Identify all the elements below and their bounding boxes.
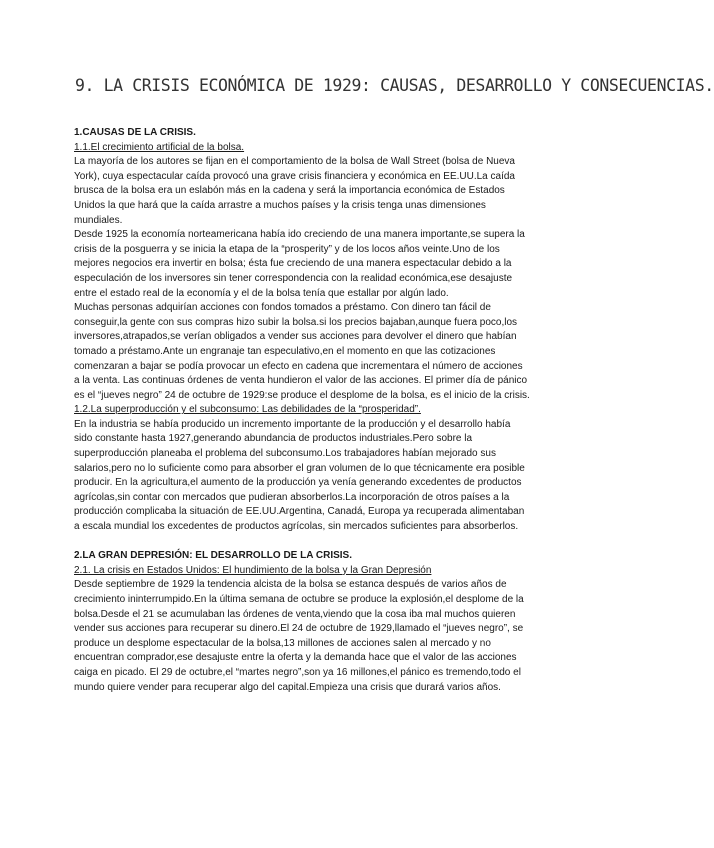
subsection-heading: 1.1.El crecimiento artificial de la bolsa. (74, 141, 245, 153)
section-heading: 1.CAUSAS DE LA CRISIS. (74, 127, 196, 138)
section-spacer (74, 535, 530, 550)
paragraph: Muchas personas adquirían acciones con fondos tomados a préstamo. Con dinero tan fácil de conseguir,la gente con sus compras hizo subir la bolsa.si los precios bajaban,aunque fuera poco,los inversores,atrapados,se verían obligados a vender sus acciones para devolver el dinero que habían tomado a préstamo.Ante un engranaje tan especulativo,en el momento en que las cotizaciones comenzaran a bajar se podía provocar un efecto en cadena que incrementara el número de acciones a la venta. Las continuas órdenes de venta hundieron el valor de las acciones. El primer día de pánico es el “jueves negro” 24 de octubre de 1929:se produce el desplome de la bolsa, es el inicio de la crisis. (74, 302, 530, 401)
paragraph: Desde 1925 la economía norteamericana había ido creciendo de una manera importante,se supera la crisis de la posguerra y se inicia la etapa de la “prosperity” y de los locos años veinte.Uno de los mejores negocios era invertir en bolsa; ésta fue creciendo de una manera espectacular debido a la especulación de los inversores sin tener correspondencia con la realidad económica,ese desajuste entre el estado real de la economía y el de la bolsa tenía que estallar por algún lado. (74, 229, 525, 299)
paragraph: La mayoría de los autores se fijan en el comportamiento de la bolsa de Wall Street (bolsa de Nueva York), cuya espectacular caída provocó una grave crisis financiera y económica en EE.UU.La caída brusca de la bolsa era un eslabón más en la cadena y será la importancia económica de Estados Unidos la que hará que la caída arrastre a muchos países y la crisis tenga unas dimensiones mundiales. (74, 156, 515, 226)
paragraph: En la industria se había producido un incremento importante de la producción y el desarrollo había sido constante hasta 1927,generando abundancia de productos industriales.Pero sobre la superproducción planeaba el problema del subconsumo.Los trabajadores habían mejorado sus salarios,pero no lo suficiente como para absorber el gran volumen de lo que técnicamente era posible producir. En la agricultura,el aumento de la producción ya venía generando excedentes de productos agrícolas,sin contar con mercados que pudieran absorberlos.La incorporación de otros países a la producción complicaba la situación de EE.UU.Argentina, Canadá, Europa ya recuperada alimentaban a escala mundial los excedentes de productos agrícolas, sin mercados suficientes para absorberlos. (74, 418, 525, 533)
paragraph: Desde septiembre de 1929 la tendencia alcista de la bolsa se estanca después de varios años de crecimiento ininterrumpido.En la última semana de octubre se produce la explosión,el desplome de la bolsa.Desde el 21 se acumulaban las órdenes de venta,viendo que la cosa iba mal muchos quieren vender sus acciones para recuperar su dinero.El 24 de octubre de 1929,llamado el “jueves negro”, se produce un desplome espectacular de la bolsa,13 millones de acciones salen al mercado y no encuentran comprador,ese desajuste entre la oferta y la demanda hace que el valor de las acciones caiga en picado. El 29 de octubre,el “martes negro”,son ya 16 millones,el pánico es tremendo,todo el mundo quiere vender para recuperar algo del capital.Empieza una crisis que durará varios años. (74, 579, 524, 693)
page-title: 9. LA CRISIS ECONÓMICA DE 1929: CAUSAS, DESARROLLO Y CONSECUENCIAS. (75, 76, 714, 95)
document-body (74, 126, 530, 695)
section-heading: 2.LA GRAN DEPRESIÓN: EL DESARROLLO DE LA CRISIS. (74, 550, 352, 562)
subsection-heading: 2.1. La crisis en Estados Unidos: El hundimiento de la bolsa y la Gran Depresión (74, 564, 432, 576)
subsection-heading: 1.2.La superproducción y el subconsumo: Las debilidades de la “prosperidad”. (74, 404, 421, 416)
